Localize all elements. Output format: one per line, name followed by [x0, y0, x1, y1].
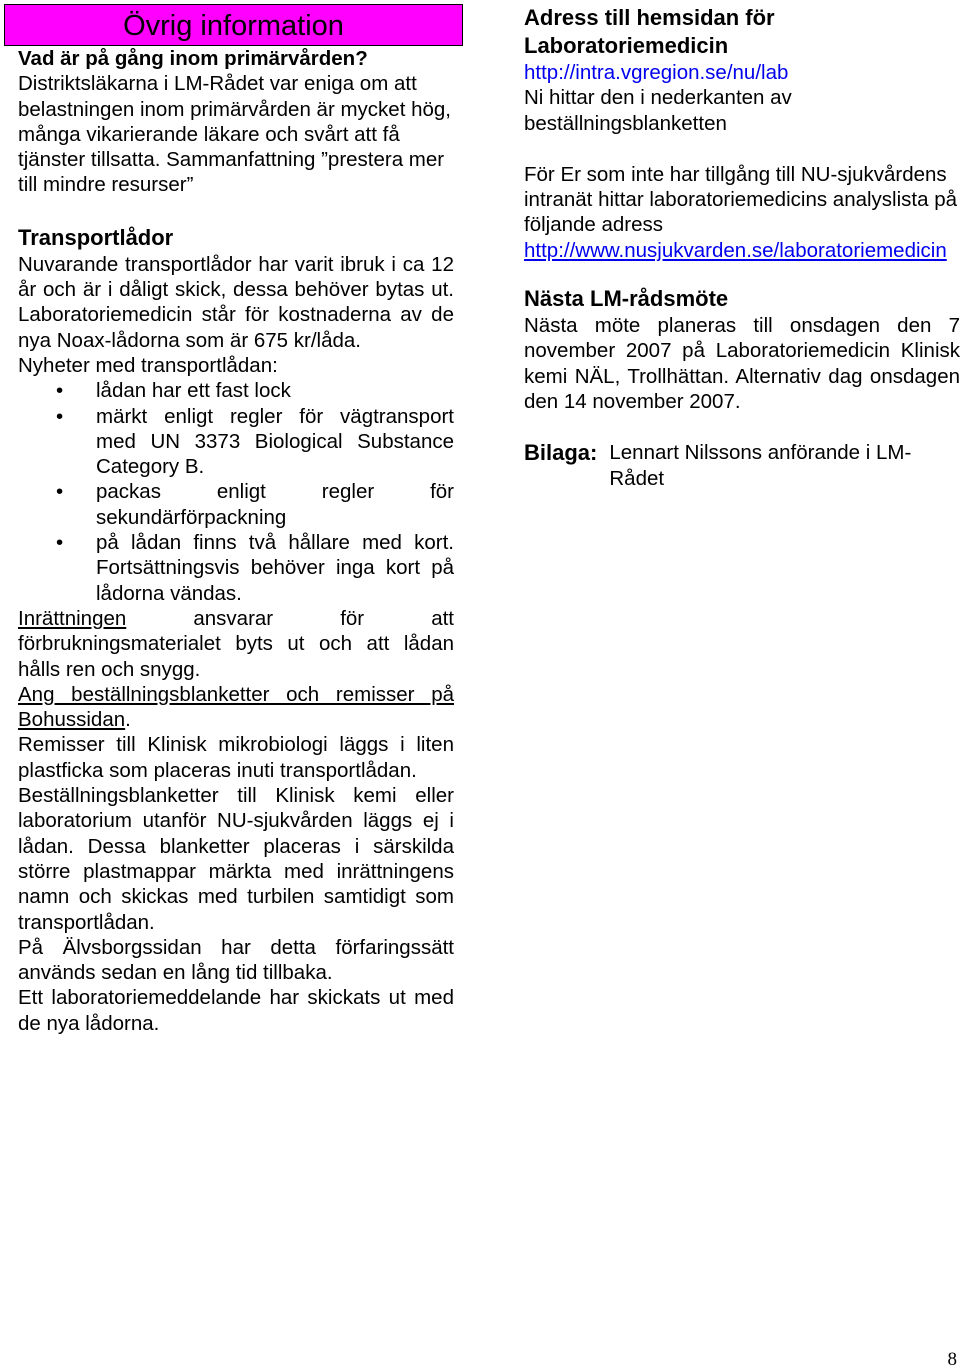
- intranet-link[interactable]: http://intra.vgregion.se/nu/lab: [524, 61, 789, 84]
- forms-paragraph-3: På Älvsborgssidan har detta förfaringssätt används sedan en lång tid tillbaka.: [18, 935, 454, 985]
- forms-paragraph-2: Beställningsblanketter till Klinisk kemi eller laboratorium utanför NU-sjukvården läggs ej i lådan. Dessa blanketter placeras i särskilda större plastmappar märkta med inrättningens namn och skickas med turbilen samtidigt som transportlådan.: [18, 784, 454, 934]
- next-meeting-text: Nästa möte planeras till onsdagen den 7 november 2007 på Laboratoriemedicin Klinisk kemi NÄL, Trollhättan. Alternativ dag onsdagen den 14 november 2007.: [524, 314, 960, 413]
- next-meeting-heading: Nästa LM-rådsmöte: [524, 286, 729, 312]
- left-column: [18, 4, 454, 1036]
- primary-care-heading: Vad är på gång inom primärvården?: [18, 47, 368, 70]
- forms-heading-text: Ang beställningsblanketter och remisser på Bohussidan: [18, 682, 454, 732]
- website-text: Ni hittar den i nederkanten av beställningsblanketten: [524, 86, 792, 135]
- attachment-text: Lennart Nilssons anförande i LM-Rådet: [609, 441, 912, 490]
- right-column: [524, 4, 960, 491]
- forms-paragraph-1: Remisser till Klinisk mikrobiologi läggs i liten plastficka som placeras inuti transportlådan.: [18, 733, 454, 782]
- website-heading: Adress till hemsidan för Laboratoriemedicin: [524, 5, 775, 58]
- primary-care-text: Distriktsläkarna i LM-Rådet var eniga om att belastningen inom primärvården är mycket hög, många vikarierande läkare och svårt att få tjänster tillsatta. Sammanfattning ”prestera mer till mindre resurser”: [18, 72, 451, 197]
- attachment-label: Bilaga:: [524, 440, 598, 466]
- list-item: • lådan har ett fast lock: [18, 378, 454, 403]
- forms-paragraph-4: Ett laboratoriemeddelande har skickats ut med de nya lådorna.: [18, 986, 454, 1035]
- responsibility-text: [18, 606, 454, 682]
- responsibility-rest: ansvarar för att förbrukningsmaterialet byts ut och att lådan hålls ren och snygg.: [18, 606, 454, 681]
- forms-heading: Ang beställningsblanketter och remisser på Bohussidan.: [18, 682, 454, 732]
- external-link[interactable]: http://www.nusjukvarden.se/laboratoriemedicin: [524, 238, 947, 262]
- transport-boxes-heading: Transportlådor: [18, 224, 174, 250]
- list-item: • packas enligt regler för sekundärförpackning: [18, 479, 454, 530]
- list-item: • på lådan finns två hållare med kort. Fortsättningsvis behöver inga kort på lådorna vändas.: [18, 530, 454, 606]
- responsibility-keyword: Inrättningen: [18, 606, 127, 630]
- external-access-text: För Er som inte har tillgång till NU-sjukvårdens intranät hittar laboratoriemedicins analyslista på följande adress: [524, 162, 958, 237]
- attachment-row: [524, 440, 960, 491]
- page-number: 8: [947, 1349, 957, 1370]
- transport-news-intro: Nyheter med transportlådan:: [18, 353, 278, 377]
- transport-news-list: [18, 378, 454, 606]
- list-item: • märkt enligt regler för vägtransport med UN 3373 Biological Substance Category B.: [18, 404, 454, 480]
- section-banner: Övrig information: [4, 4, 463, 46]
- transport-boxes-text: Nuvarande transportlådor har varit ibruk i ca 12 år och är i dåligt skick, dessa behöver bytas ut. Laboratoriemedicin står för kostnaderna av de nya Noax-lådorna som är 675 kr/låda.: [18, 252, 454, 352]
